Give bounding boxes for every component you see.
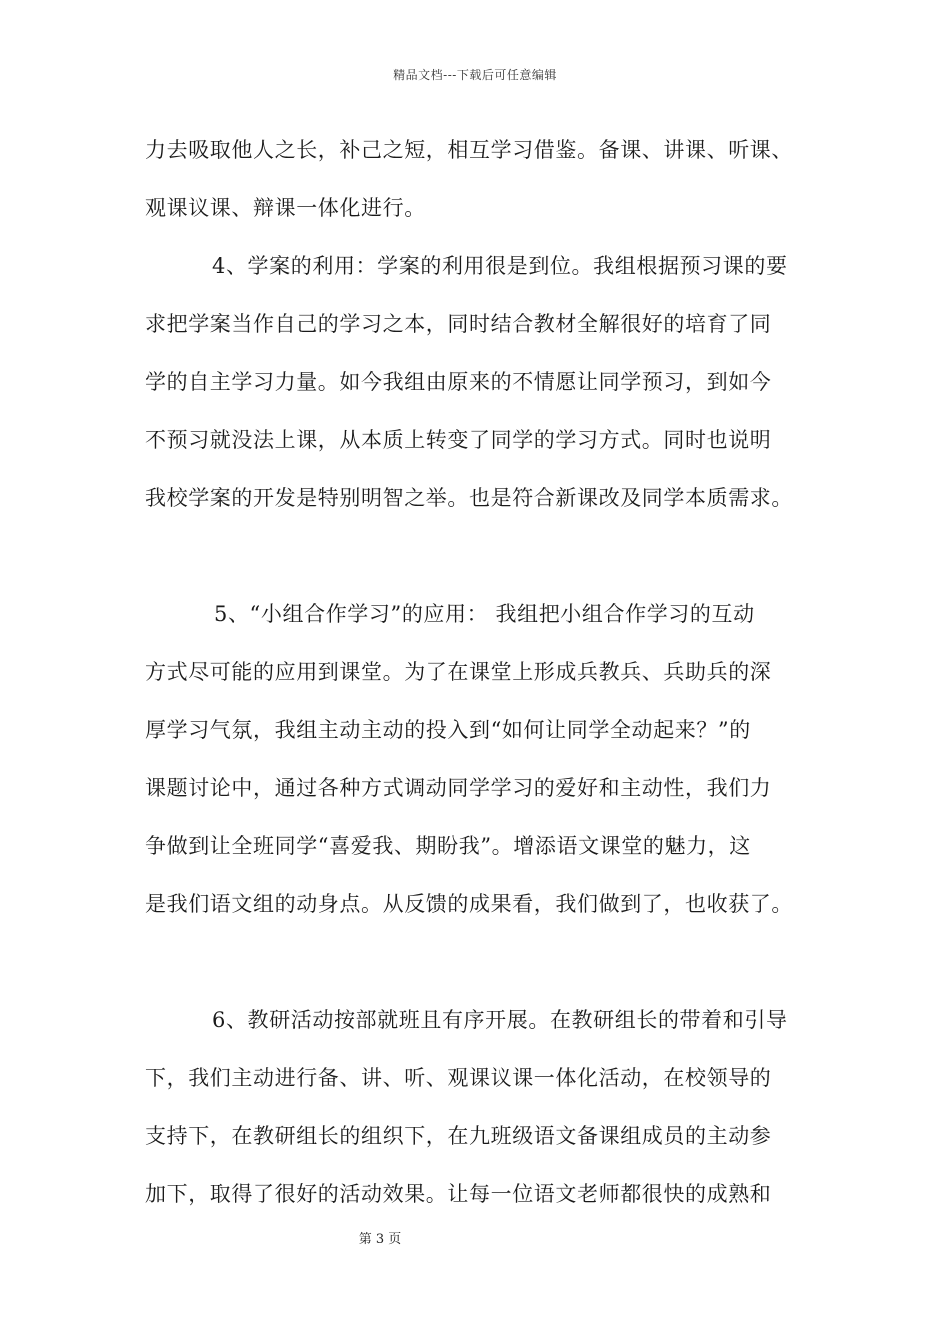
text-line: 学的自主学习力量。如今我组由原来的不情愿让同学预习，到如今 — [145, 370, 772, 394]
text-line: 不预习就没法上课，从本质上转变了同学的学习方式。同时也说明 — [145, 428, 772, 452]
paragraph-4-start: 4、学案的利用：学案的利用很是到位。我组根据预习课的要 — [212, 254, 788, 278]
text-line: 我校学案的开发是特别明智之举。也是符合新课改及同学本质需求。 — [145, 486, 793, 510]
paragraph-6-start: 6、教研活动按部就班且有序开展。在教研组长的带着和引导 — [212, 1008, 788, 1032]
page-header: 精品文档---下载后可任意编辑 — [393, 68, 557, 82]
text-line: 厚学习气氛，我组主动主动的投入到“如何让同学全动起来？”的 — [145, 718, 751, 742]
text-line: 是我们语文组的动身点。从反馈的成果看，我们做到了，也收获了。 — [145, 892, 793, 916]
text-line: 支持下，在教研组长的组织下，在九班级语文备课组成员的主动参 — [145, 1124, 772, 1148]
text-line: 课题讨论中，通过各种方式调动同学学习的爱好和主动性，我们力 — [145, 776, 772, 800]
paragraph-5-start: 5、“小组合作学习”的应用： 我组把小组合作学习的互动 — [214, 602, 755, 626]
text-line: 求把学案当作自己的学习之本，同时结合教材全解很好的培育了同 — [145, 312, 772, 336]
page-number: 第 3 页 — [358, 1232, 402, 1247]
text-line: 下，我们主动进行备、讲、听、观课议课一体化活动，在校领导的 — [145, 1066, 772, 1090]
text-line: 争做到让全班同学“喜爱我、期盼我”。增添语文课堂的魅力，这 — [145, 834, 751, 858]
text-line: 加下，取得了很好的活动效果。让每一位语文老师都很快的成熟和 — [145, 1182, 772, 1206]
text-line: 观课议课、辩课一体化进行。 — [145, 196, 426, 220]
text-line: 力去吸取他人之长，补己之短，相互学习借鉴。备课、讲课、听课、 — [145, 138, 793, 162]
text-line: 方式尽可能的应用到课堂。为了在课堂上形成兵教兵、兵助兵的深 — [145, 660, 772, 684]
